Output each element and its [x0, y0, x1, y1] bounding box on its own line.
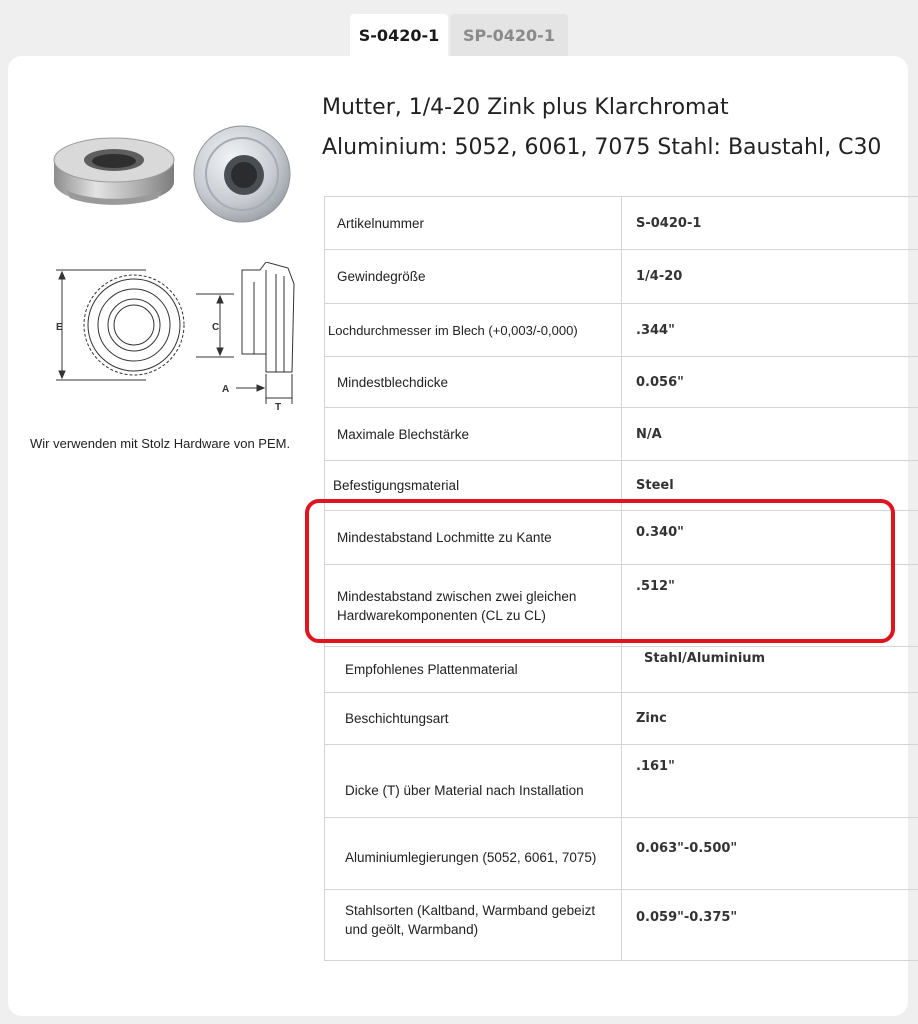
- spec-value: .161": [622, 745, 918, 818]
- table-row: [325, 818, 918, 890]
- spec-label: Stahlsorten (Kaltband, Warmband gebeizt und geölt, Warmband): [325, 890, 622, 961]
- table-row: [325, 408, 918, 461]
- tab-s-0420-1[interactable]: S-0420-1: [350, 14, 448, 56]
- spec-value: .344": [622, 304, 918, 357]
- spec-value: 0.340": [622, 511, 918, 565]
- product-title: [322, 88, 902, 168]
- table-row: [325, 357, 918, 408]
- product-tabs: [350, 14, 568, 56]
- table-row: [325, 693, 918, 745]
- spec-value: Steel: [622, 461, 918, 511]
- table-row: [325, 890, 918, 961]
- table-row: [325, 565, 918, 647]
- table-row: [325, 647, 918, 693]
- spec-value: .512": [622, 565, 918, 647]
- spec-value: 0.063"-0.500": [622, 818, 918, 890]
- product-title-line-1: Mutter, 1/4-20 Zink plus Klarchromat: [322, 95, 729, 120]
- drawing-label-t: T: [275, 402, 282, 412]
- pem-note: Wir verwenden mit Stolz Hardware von PEM.: [30, 436, 291, 451]
- spec-label: Mindestblechdicke: [325, 357, 622, 408]
- spec-value: 0.056": [622, 357, 918, 408]
- spec-value: Zinc: [622, 693, 918, 745]
- spec-value: N/A: [622, 408, 918, 461]
- spec-value: Stahl/Aluminium: [622, 647, 918, 693]
- spec-label: Mindestabstand zwischen zwei gleichen Hardwarekomponenten (CL zu CL): [325, 565, 622, 647]
- spec-table: [324, 196, 918, 961]
- table-row: [325, 511, 918, 565]
- table-row: [325, 745, 918, 818]
- technical-drawing: [36, 262, 306, 412]
- spec-label: Beschichtungsart: [325, 693, 622, 745]
- spec-label: Artikelnummer: [325, 197, 622, 250]
- product-photo: [42, 112, 292, 242]
- table-row: [325, 197, 918, 250]
- spec-label: Mindestabstand Lochmitte zu Kante: [325, 511, 622, 565]
- drawing-label-e: E: [56, 322, 63, 333]
- drawing-label-a: A: [222, 384, 230, 395]
- drawing-label-c: C: [212, 322, 220, 333]
- spec-value: 1/4-20: [622, 250, 918, 304]
- spec-value: 0.059"-0.375": [622, 890, 918, 961]
- table-row: [325, 461, 918, 511]
- spec-label: Gewindegröße: [325, 250, 622, 304]
- spec-label: Aluminiumlegierungen (5052, 6061, 7075): [325, 818, 622, 890]
- spec-label: Maximale Blechstärke: [325, 408, 622, 461]
- spec-label: Befestigungsmaterial: [325, 461, 622, 511]
- table-row: [325, 250, 918, 304]
- spec-label: Dicke (T) über Material nach Installation: [325, 745, 622, 818]
- product-title-line-2: Aluminium: 5052, 6061, 7075 Stahl: Baustahl, C30: [322, 135, 882, 160]
- tab-sp-0420-1[interactable]: SP-0420-1: [450, 14, 568, 56]
- spec-label: Empfohlenes Plattenmaterial: [325, 647, 622, 693]
- table-row: [325, 304, 918, 357]
- spec-value: S-0420-1: [622, 197, 918, 250]
- spec-label: Lochdurchmesser im Blech (+0,003/-0,000): [325, 304, 622, 357]
